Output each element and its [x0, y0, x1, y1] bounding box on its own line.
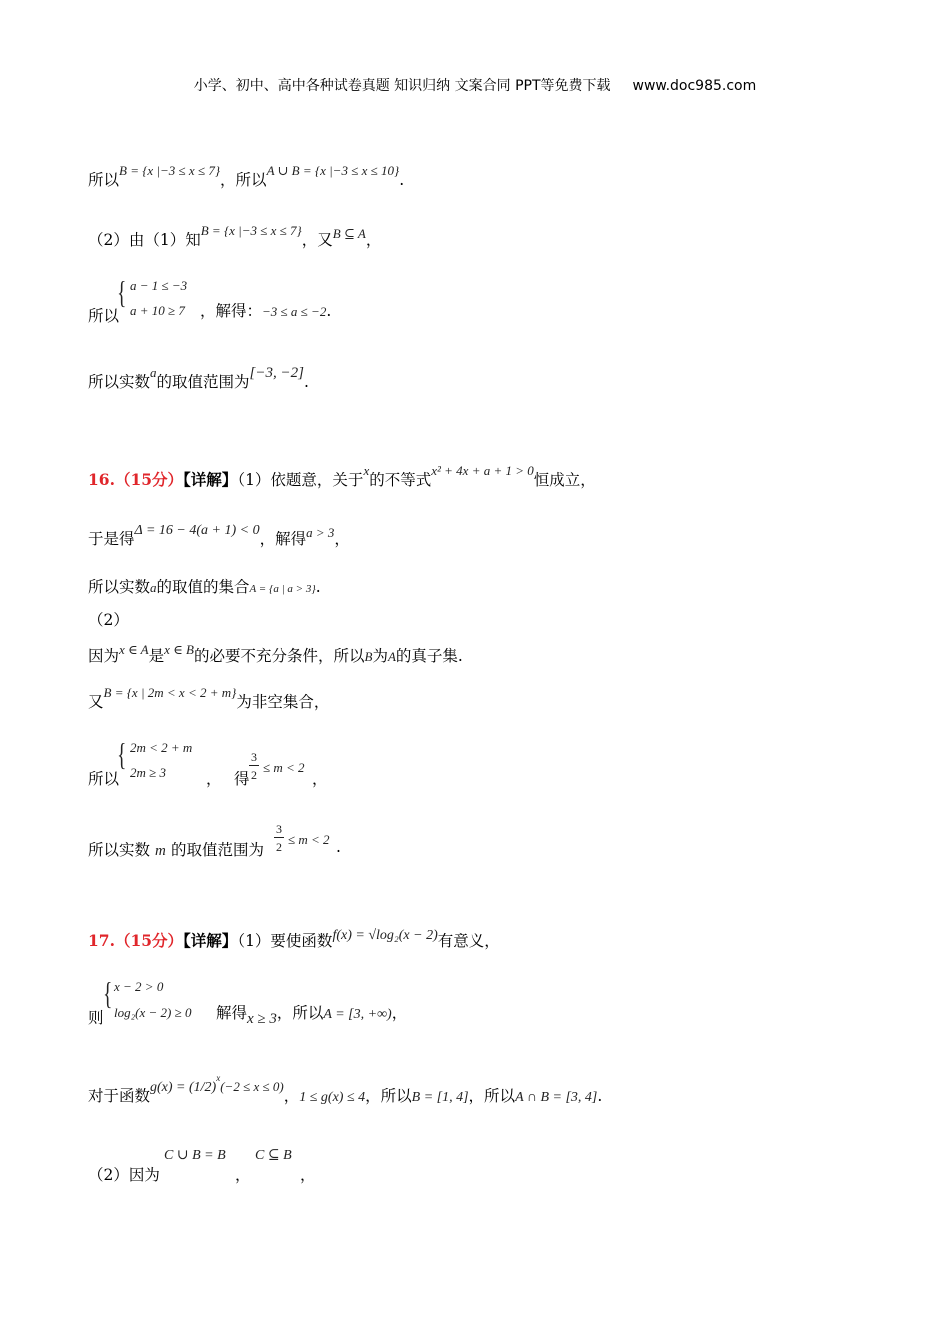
- system-row-2: log₂(x − 2) ≥ 0: [114, 1005, 192, 1020]
- question-score: （15分）: [114, 470, 184, 489]
- system-row-1: 2m < 2 + m: [130, 740, 193, 755]
- s15-line-4: 所以实数$^a$的取值范围为[−3, −2].: [88, 365, 309, 391]
- math-set-a: A = {a | a > 3}: [249, 583, 316, 595]
- s16-line-6: 又$^{B = \{x | 2m < x < 2 + m\}}$为非空集合，: [88, 685, 330, 711]
- system-brace: {: [117, 736, 127, 772]
- question-number: 16.: [88, 470, 115, 489]
- math-intersection: A ∩ B = [3, 4]: [515, 1090, 598, 1106]
- fraction-numerator: 3: [276, 822, 282, 836]
- math-c-union-b: C ∪ B = B: [164, 1148, 226, 1163]
- s16-comma: ，: [206, 770, 222, 788]
- fraction-denominator: 2: [251, 768, 257, 782]
- math-range-g: 1 ≤ g(x) ≤ 4: [299, 1090, 366, 1106]
- system-row-2: 2m ≥ 3: [130, 765, 167, 780]
- math-x-ge-3: x ≥ 3: [247, 1011, 277, 1027]
- s15-line-3: ，解得：−3 ≤ a ≤ −2.: [200, 302, 332, 320]
- math-a: a: [150, 365, 157, 380]
- s17-line-4-a: （2）因为: [88, 1166, 160, 1184]
- math-interval: [−3, −2]: [249, 365, 304, 381]
- s16-line-2: 于是得Δ = 16 − 4(a + 1) < 0，解得$^{a > 3}$，: [88, 523, 350, 548]
- s15-line-3-label: 所以: [88, 307, 120, 325]
- math-function-f: f(x) = √log₂(x − 2): [332, 928, 438, 943]
- page-header: [0, 75, 950, 95]
- s15-line-1: 所以$^{B = \{x |-3 \le x \le 7\}}$，所以$^{A \cup B = \{x |-3 \le x \le 10\}}$.: [88, 163, 405, 189]
- s16-line-1: 16.（15分）【详解】（1）依题意，关于$^x$的不等式$^{x^2 + 4x + a + 1 > 0}$恒成立，: [88, 463, 596, 489]
- math-m-range: ≤ m < 2: [288, 832, 330, 847]
- s17-line-2: 解得x ≥ 3，所以A = [3, +∞)，: [216, 1004, 408, 1027]
- math-a: a: [150, 580, 157, 595]
- math-inequality: x² + 4x + a + 1 > 0: [431, 463, 534, 478]
- detail-tag: 【详解】: [183, 470, 238, 489]
- math-set-a-interval: A = [3, +∞): [323, 1007, 392, 1022]
- s16-line-7-label: 所以: [88, 770, 120, 788]
- s16-line-8-a: 所以实数: [88, 841, 151, 859]
- math-set-b: B = {x | 2m < x < 2 + m}: [103, 685, 237, 700]
- math-c-subset-b: C ⊆ B: [255, 1148, 292, 1163]
- s17-line-1: 17.（15分）【详解】（1）要使函数f(x) = √log₂(x − 2)有意义，: [88, 928, 500, 950]
- s16-period: .: [336, 838, 341, 856]
- math-b: B: [364, 649, 373, 664]
- s17-line-2-label: 则: [88, 1009, 104, 1027]
- math-x-in-a: x ∈ A: [119, 642, 149, 657]
- s16-line-4: （2）: [88, 611, 129, 629]
- s16-line-8-b: 的取值范围为: [171, 841, 265, 859]
- system-row-2: a + 10 ≥ 7: [130, 303, 185, 318]
- s16-comma-2: ，: [312, 770, 328, 788]
- math-domain: (−2 ≤ x ≤ 0): [220, 1079, 284, 1095]
- question-score: （15分）: [114, 931, 184, 950]
- fraction-numerator: 3: [251, 750, 257, 764]
- system-row-1: a − 1 ≤ −3: [130, 278, 188, 293]
- s17-comma-2: ，: [300, 1166, 316, 1184]
- math-b-set: B = {x |−3 ≤ x ≤ 7}: [119, 163, 221, 178]
- math-m: m: [155, 843, 166, 859]
- fraction-denominator: 2: [276, 840, 282, 854]
- math-discriminant: Δ = 16 − 4(a + 1) < 0: [134, 523, 260, 538]
- math-a-gt-3: a > 3: [306, 525, 335, 540]
- detail-tag: 【详解】: [183, 931, 238, 950]
- system-brace: {: [117, 274, 127, 310]
- s16-line-3: 所以实数a的取值的集合A = {a | a > 3}.: [88, 578, 321, 596]
- s16-line-5: 因为$^{x \in A}$是$^{x \in B}$的必要不充分条件，所以B为A的真子集.: [88, 642, 463, 665]
- math-x-in-b: x ∈ B: [164, 642, 194, 657]
- math-b-set: B = {x |−3 ≤ x ≤ 7}: [200, 223, 302, 238]
- math-x: x: [363, 463, 370, 478]
- fraction-bar: [274, 837, 284, 838]
- math-m-range: ≤ m < 2: [263, 760, 305, 775]
- math-subset: B ⊆ A: [332, 226, 366, 241]
- math-function-g: g(x) = (1/2): [150, 1080, 217, 1096]
- math-set-b-interval: B = [1, 4]: [411, 1090, 469, 1106]
- fraction-bar: [249, 765, 259, 766]
- system-brace: {: [103, 975, 113, 1011]
- s16-de: 得: [234, 770, 250, 788]
- s17-line-3: 对于函数$g(x) = (1/2)^{x(-2 \le x \le 0)}$，1 ≤ g(x) ≤ 4，所以B = [1, 4]，所以A ∩ B = [3, 4].: [88, 1073, 603, 1106]
- header-url[interactable]: www.doc985.com: [632, 78, 757, 94]
- math-exponent: x: [216, 1073, 221, 1083]
- question-number: 17.: [88, 931, 115, 950]
- s17-comma: ，: [235, 1166, 251, 1184]
- s15-line-2: （2）由（1）知$^{B = \{x |-3 \le x \le 7\}}$，又$^{B ⊆ A}$，: [88, 223, 382, 249]
- math-union: A ∪ B = {x |−3 ≤ x ≤ 10}: [266, 163, 400, 178]
- math-a-upper: A: [387, 649, 396, 664]
- system-row-1: x − 2 > 0: [114, 979, 164, 994]
- math-solution: −3 ≤ a ≤ −2: [262, 304, 327, 319]
- header-text: 小学、初中、高中各种试卷真题 知识归纳 文案合同 PPT等免费下载: [193, 78, 611, 94]
